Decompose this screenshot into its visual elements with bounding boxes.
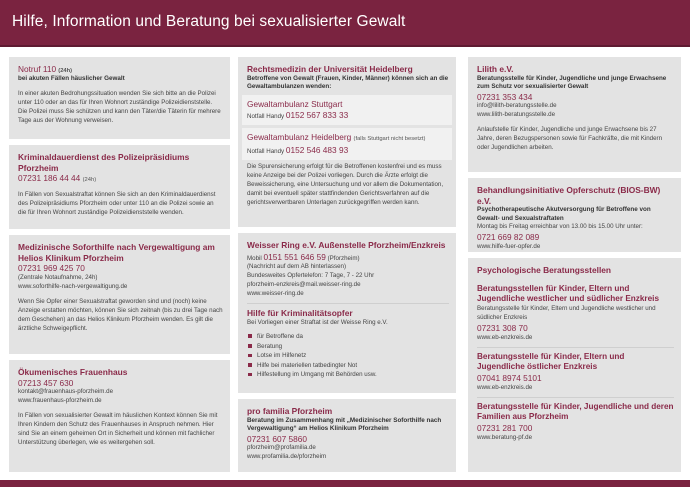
page-header — [0, 0, 690, 47]
bios-hours: Montag bis Freitag erreichbar von 13.00 bis 15.00 Uhr unter: — [477, 223, 643, 230]
lilith-text: Anlaufstelle für Kinder, Jugendliche und junge Erwachsene bis 27 Jahre, deren Bezugspersonen sowie für Fachkräfte, die mit Kindern oder Jugendlichen arbeiten. — [477, 126, 663, 152]
divider — [477, 347, 674, 348]
pro-familia-title: pro familia Pforzheim — [247, 406, 333, 416]
bullet-item: Hilfestellung im Umgang mit Behörden usw. — [247, 370, 449, 380]
lilith-email[interactable]: info@lilith-beratungsstelle.de — [477, 102, 557, 110]
pro-familia-phone[interactable]: 07231 607 5860 — [247, 433, 307, 444]
notruf-text: In einer akuten Bedrohungssituation wenden Sie sich bitte an die Polizei unter 110 oder an das für Ihren Wohnort zuständige Polizeidienststelle. Die Polizei muss Sie schützen und kann den Täter/die Täterin für mehrere Tage aus der Wohnung verweisen. — [18, 89, 221, 124]
footer-bar — [0, 480, 690, 487]
pro-familia-panel — [238, 399, 456, 472]
heidelberg-box — [242, 128, 452, 160]
weisser-ring-mobil-label: Mobil — [247, 254, 262, 262]
weisser-ring-phone-note: (Pforzheim) — [327, 254, 360, 262]
page-title: Hilfe, Information und Beratung bei sexualisierter Gewalt — [12, 13, 406, 30]
weisser-ring-phone[interactable]: 0151 551 646 59 — [263, 251, 326, 262]
frauenhaus-text: In Fällen von sexualisierter Gewalt im häuslichen Kontext können Sie mit Ihren Kindern den Schutz des Frauenhauses in Anspruch nehmen. Hier sind Sie an einem geheimen Ort in Sicherheit und können mit fachlicher Unterstützung überlegen, wie es weitergehen soll. — [18, 412, 218, 447]
bullet-item: für Betroffene da — [247, 332, 449, 342]
weisser-ring-web[interactable]: www.weisser-ring.de — [247, 290, 304, 298]
lilith-panel — [468, 57, 681, 172]
bios-panel — [468, 178, 681, 252]
weisser-ring-title: Weisser Ring e.V. Außenstelle Pforzheim/Enzkreis — [247, 240, 446, 250]
rechtsmedizin-panel — [238, 57, 456, 227]
weisser-ring-email[interactable]: pforzheim-enzkreis@mail.weisser-ring.de — [247, 281, 361, 289]
psych-west-phone[interactable]: 07231 308 70 — [477, 322, 528, 333]
weisser-ring-phone-line — [247, 251, 449, 264]
soforthilfe-title: Medizinische Soforthilfe nach Vergewaltigung am Helios Klinikum Pforzheim — [18, 242, 215, 263]
divider — [247, 303, 449, 304]
heidelberg-title: Gewaltambulanz Heidelberg — [247, 132, 352, 143]
notruf-panel — [9, 57, 230, 139]
stuttgart-phone[interactable]: 0152 567 833 33 — [285, 110, 349, 121]
kriminal-phone-line — [18, 173, 223, 185]
stuttgart-box — [242, 95, 452, 126]
bios-subtitle: Psychotherapeutische Akutversorgung für Betroffene von Gewalt- und Sexualstraftaten — [477, 206, 651, 222]
psych-pf-title: Beratungsstelle für Kinder, Jugendliche und deren Familien aus Pforzheim — [477, 401, 674, 422]
psych-pf-web[interactable]: www.beratung-pf.de — [477, 433, 533, 441]
kriminal-text: In Fällen von Sexualstraftat können Sie sich an den Kriminaldauerdienst des Polizeipräsidiums Pforzheim oder unter 110 an die Polizei sowie an die für Ihren Wohnort zuständige Polizeidienststelle wenden. — [18, 190, 216, 216]
rechtsmedizin-title: Rechtsmedizin der Universität Heidelberg — [247, 64, 413, 74]
pro-familia-subtitle: Beratung im Zusammenhang mit „Medizinischer Soforthilfe nach Vergewaltigung“ am Helios Klinikum Pforzheim — [247, 416, 442, 432]
psych-ost-phone[interactable]: 07041 8974 5101 — [477, 372, 542, 383]
soforthilfe-note: (Zentrale Notaufnahme, 24h) — [18, 273, 98, 281]
bullet-item: Lotse im Hilfenetz — [247, 351, 449, 361]
heidelberg-line — [247, 144, 448, 157]
stuttgart-label: Notfall Handy — [247, 113, 285, 121]
notruf-subtitle: bei akuten Fällen häuslicher Gewalt — [18, 75, 125, 83]
weisser-ring-bullet-list — [247, 332, 449, 380]
heidelberg-label: Notfall Handy — [247, 147, 285, 155]
psych-title: Psychologische Beratungsstellen — [477, 265, 612, 275]
notruf-title: Notruf 110 (24h) — [18, 64, 73, 74]
heidelberg-title-line — [247, 132, 448, 144]
frauenhaus-email[interactable]: kontakt@frauenhaus-pforzheim.de — [18, 388, 114, 396]
weisser-ring-panel — [238, 233, 456, 393]
kriminal-phone[interactable]: 07231 186 44 44 — [18, 173, 81, 183]
psych-west-text: Beratungsstelle für Kinder, Eltern und Jugendliche westlicher und südlicher Enzkreis — [477, 304, 656, 321]
bios-title: Behandlungsinitiative Opferschutz (BIOS-BW) e.V. — [477, 185, 661, 206]
pro-familia-web[interactable]: www.profamilia.de/pforzheim — [247, 453, 327, 461]
lilith-web[interactable]: www.lilith-beratungsstelle.de — [477, 111, 556, 119]
lilith-subtitle: Beratungsstelle für Kinder, Jugendliche und junge Erwachsene zum Schutz vor sexualisierter Gewalt — [477, 74, 667, 90]
soforthilfe-panel — [9, 235, 230, 354]
psych-panel — [468, 258, 681, 472]
psych-west-title: Beratungsstellen für Kinder, Eltern und Jugendliche westlicher und südlicher Enzkreis — [477, 283, 659, 304]
bullet-item: Hilfe bei materiellen tatbedingter Not — [247, 361, 449, 371]
notruf-title-suffix: (24h) — [58, 68, 73, 74]
psych-ost-title: Beratungsstelle für Kinder, Eltern und Jugendliche östlicher Enzkreis — [477, 351, 625, 372]
psych-ost-web[interactable]: www.eb-enzkreis.de — [477, 383, 533, 391]
bios-web[interactable]: www.hilfe-fuer-opfer.de — [477, 242, 541, 250]
lilith-title: Lilith e.V. — [477, 64, 514, 74]
psych-west-web[interactable]: www.eb-enzkreis.de — [477, 333, 533, 341]
bios-phone[interactable]: 0721 669 82 089 — [477, 231, 540, 242]
kriminalitaetsopfer-text: Bei Vorliegen einer Straftat ist der Weisse Ring e.V. — [247, 318, 388, 326]
soforthilfe-web[interactable]: www.soforthilfe-nach-vergewaltigung.de — [18, 282, 128, 290]
kriminal-phone-suffix: (24h) — [82, 177, 97, 183]
stuttgart-line — [247, 109, 448, 122]
frauenhaus-web[interactable]: www.frauenhaus-pforzheim.de — [18, 397, 102, 405]
psych-pf-phone[interactable]: 07231 281 700 — [477, 422, 533, 433]
weisser-ring-office: Bundesweites Opfertelefon: 7 Tage, 7 - 22 Uhr — [247, 272, 375, 280]
bullet-item: Beratung — [247, 342, 449, 352]
kriminal-panel — [9, 145, 230, 229]
heidelberg-phone[interactable]: 0152 546 483 93 — [285, 144, 349, 155]
frauenhaus-phone[interactable]: 07213 457 630 — [18, 377, 74, 388]
pro-familia-email[interactable]: pforzheim@profamilia.de — [247, 444, 316, 452]
soforthilfe-text: Wenn Sie Opfer einer Sexualstraftat geworden sind und (noch) keine Anzeige erstatten möchten, können Sie sich zeitnah (bis zu drei Tage nach dem Geschehen) an das Helios Klinikum Pforzheim wenden. Es gilt die ärztliche Schweigepflicht. — [18, 297, 223, 332]
frauenhaus-title: Ökumenisches Frauenhaus — [18, 367, 128, 377]
weisser-ring-note: (Nachricht auf dem AB hinterlassen) — [247, 263, 347, 271]
kriminalitaetsopfer-title: Hilfe für Kriminalitätsopfer — [247, 308, 353, 319]
rechtsmedizin-subtitle: Betroffene von Gewalt (Frauen, Kinder, Männer) können sich an die Gewaltambulanzen wenden: — [247, 74, 449, 90]
soforthilfe-phone[interactable]: 07231 969 425 70 — [18, 263, 85, 273]
divider — [477, 397, 674, 398]
kriminal-title: Kriminaldauerdienst des Polizeipräsidiums Pforzheim — [18, 152, 190, 173]
frauenhaus-panel — [9, 360, 230, 472]
stuttgart-title: Gewaltambulanz Stuttgart — [247, 98, 343, 109]
lilith-phone[interactable]: 07231 353 434 — [477, 91, 533, 102]
heidelberg-note: (falls Stuttgart nicht besetzt) — [353, 136, 426, 143]
rechtsmedizin-text: Die Spurensicherung erfolgt für die Betroffenen kostenfrei und es muss keine Anzeige bei der Polizei vorliegen. Durch die Ärzte erfolgt die Beweissicherung, eine Untersuchung und vor allem die Dokumentation, damit bei eventuell später stattfindenden Gerichtsverfahren auf die gerichtsverwertbaren Unterlagen zurückgegriffen werden kann. — [247, 162, 444, 206]
